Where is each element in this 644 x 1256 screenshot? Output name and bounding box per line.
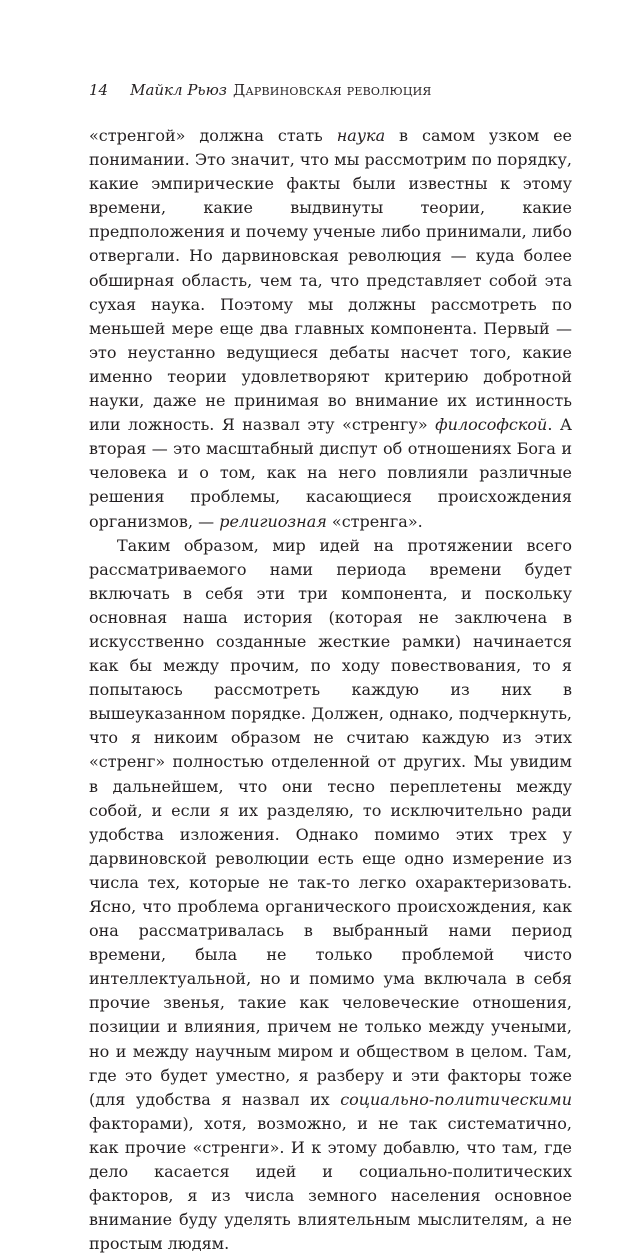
header-author: Майкл Рьюз xyxy=(130,81,227,99)
text-run: факторами), хотя, возможно, и не так систематично, как прочие «стренги». И к этому добавлю, что там, где дело касается идей и социально-политических факторов, я из числа земного населения основное внимание буду уделять влиятельным мыслителям, а не простым людям. xyxy=(89,1113,572,1254)
text-run: в самом узком ее понимании. Это значит, что мы рассмотрим по порядку, какие эмпирические факты были известны к этому времени, какие выдвинуты теории, какие предположения и почему ученые либо принимали, либо отвергали. Но дарвиновская революция — куда более обширная область, чем та, что представляет собой эта сухая наука. Поэтому мы должны рассмотреть по меньшей мере еще два главных компонента. Первый — это неустанно ведущиеся дебаты насчет того, какие именно теории удовлетворяют критерию добротной науки, даже не принимая во внимание их истинность или ложность. Я назвал эту «стренгу» xyxy=(89,126,573,435)
text-run: . А вторая — это масштабный диспут об отношениях Бога и человека и о том, как на него повлияли различные решения проблемы, касающиеся происхождения организмов, — xyxy=(89,415,573,531)
paragraph-1 xyxy=(89,124,572,534)
italic-run: социально-политическими xyxy=(340,1089,572,1109)
text-run: «стренгой» должна стать xyxy=(89,126,337,145)
page-number: 14 xyxy=(89,81,109,99)
italic-run: наука xyxy=(336,126,386,145)
text-run: Таким образом, мир идей на протяжении всего рассматриваемого нами периода времени будет включать в себя эти три компонента, и поскольку основная наша история (которая не заключена в искусственно созданные жесткие рамки) начинается как бы между прочим, по ходу повествования, то я попытаюсь рассмотреть каждую из них в вышеуказанном порядке. Должен, однако, подчеркнуть, что я никоим образом не считаю каждую из этих «стренг» полностью отделенной от других. Мы увидим в дальнейшем, что они тесно переплетены между собой, и если я их разделяю, то исключительно ради удобства изложения. Однако помимо этих трех у дарвиновской революции есть еще одно измерение из числа тех, которые не так-то легко охарактеризовать. Ясно, что проблема органического происхождения, как она рассматривалась в выбранный нами период времени, была не только проблемой чисто интеллектуальной, но и помимо ума включала в себя прочие звенья, такие как человеческие отношения, позиции и влияния, причем не только между учеными, но и между научным миром и обществом в целом. Там, где это будет уместно, я разберу и эти факторы тоже (для удобства я назвал их xyxy=(89,535,572,1109)
italic-run: философской xyxy=(435,415,548,435)
header-book-title: Дарвиновская революция xyxy=(232,81,432,99)
running-header xyxy=(89,80,432,100)
paragraph-2 xyxy=(89,534,572,1256)
italic-run: религиозная xyxy=(219,511,327,531)
body-text xyxy=(89,124,572,1256)
text-run: «стренга». xyxy=(326,511,423,531)
